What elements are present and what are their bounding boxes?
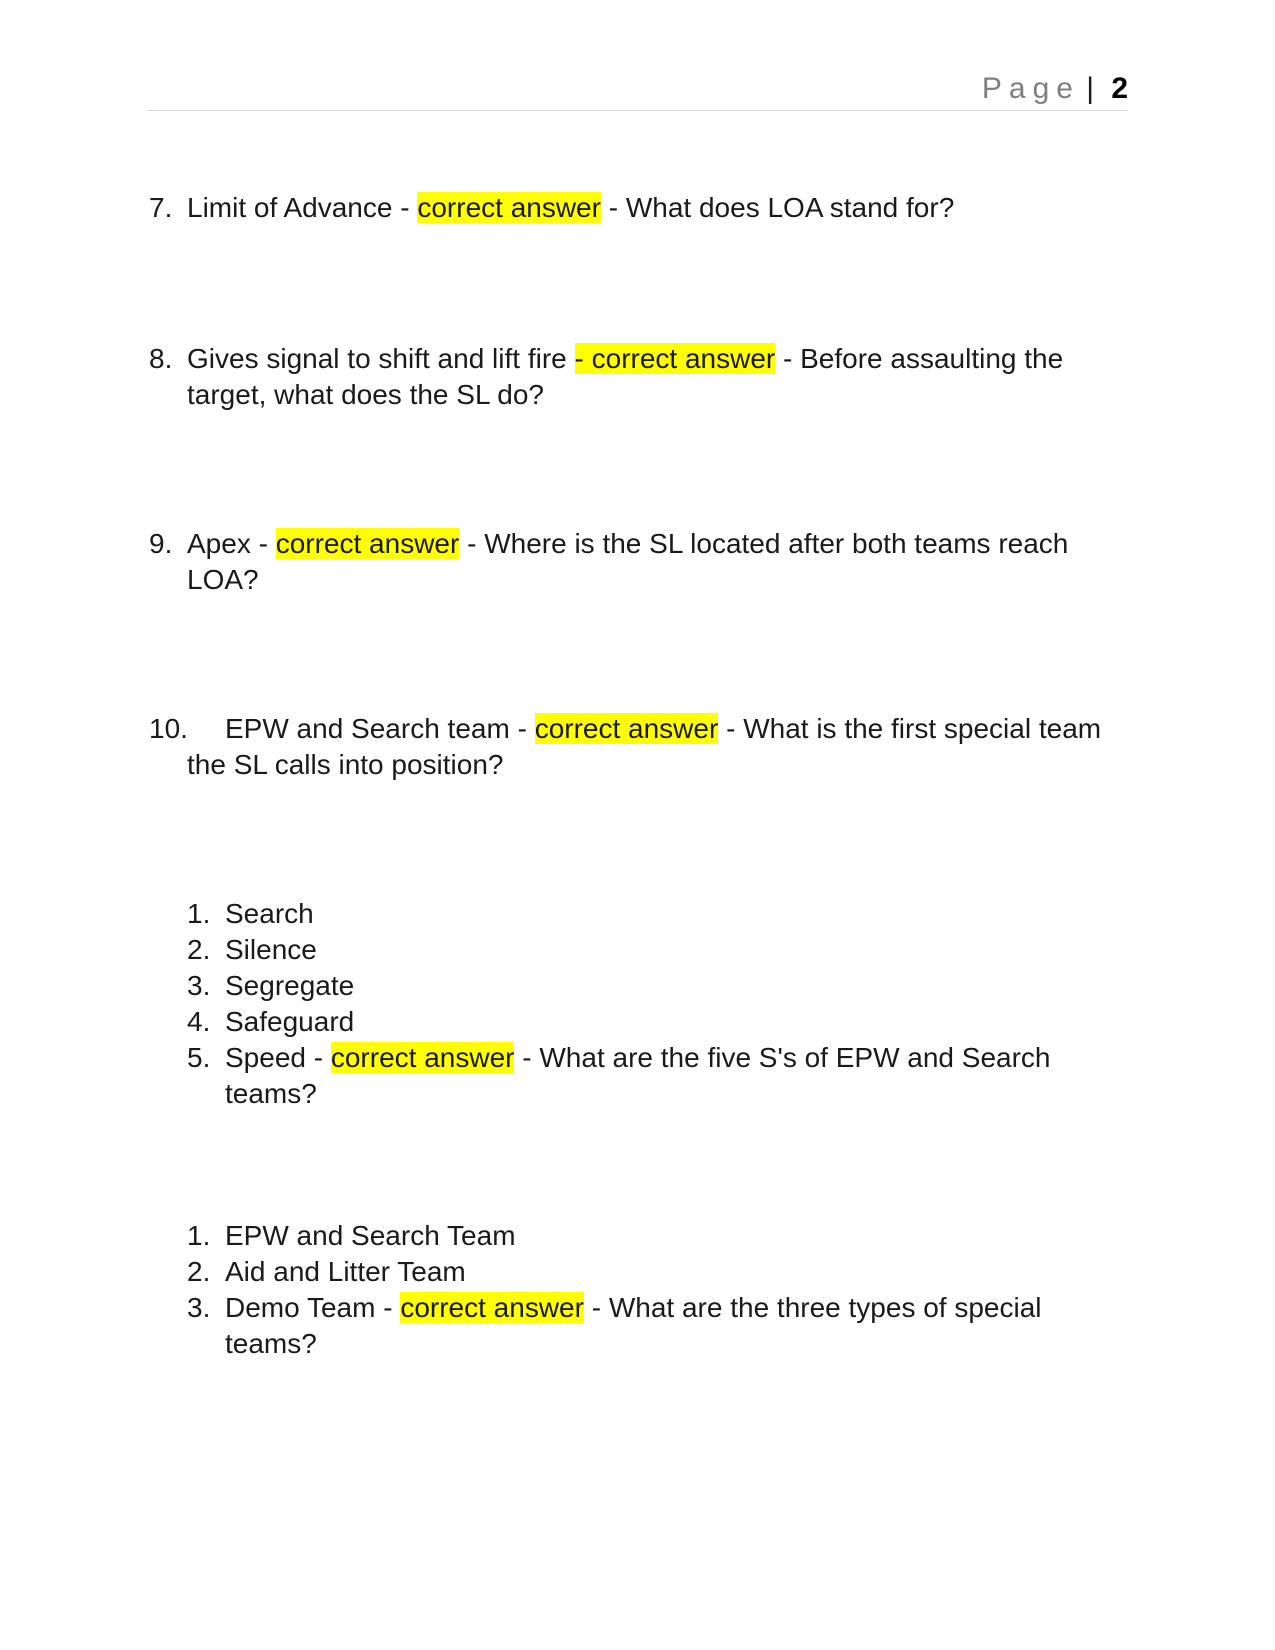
list-item xyxy=(187,968,1117,1004)
list-item xyxy=(187,1218,1117,1254)
question-item-8 xyxy=(149,341,1109,413)
question-text: - Before assaulting the target, what does the SL do? xyxy=(187,343,1064,410)
list-item xyxy=(187,1254,1117,1290)
item-text xyxy=(149,341,1109,413)
correct-answer-highlight: correct answer xyxy=(534,713,719,744)
item-text xyxy=(149,526,1109,598)
page-header xyxy=(147,70,1128,111)
list-item-text: Speed - xyxy=(225,1042,331,1073)
special-teams-list xyxy=(187,1218,1117,1362)
correct-answer-highlight: correct answer xyxy=(400,1292,584,1323)
page-label: Page xyxy=(981,72,1080,105)
question-item-9 xyxy=(149,526,1109,598)
question-item-7 xyxy=(149,190,1109,226)
correct-answer-highlight: correct answer xyxy=(417,192,601,223)
list-item-text: Silence xyxy=(225,934,317,965)
list-item-text: EPW and Search Team xyxy=(225,1220,516,1251)
list-item-text: Demo Team - xyxy=(225,1292,401,1323)
header-separator: | xyxy=(1086,72,1094,105)
question-text: - Where is the SL located after both teams reach LOA? xyxy=(187,528,1069,595)
question-item-10 xyxy=(149,711,1109,783)
list-item-text: Segregate xyxy=(225,970,355,1001)
item-text xyxy=(149,190,1109,226)
answer-text: Limit of Advance - xyxy=(187,192,418,223)
correct-answer-highlight: correct answer xyxy=(330,1042,515,1073)
answer-text: Apex - xyxy=(187,528,276,559)
list-item-text: Safeguard xyxy=(225,1006,355,1037)
item-number: 1. xyxy=(187,1220,211,1251)
question-text: - What does LOA stand for? xyxy=(600,192,955,223)
list-item xyxy=(187,1290,1117,1362)
question-text: - What is the first special team the SL calls into position? xyxy=(187,713,1102,780)
question-text: - What are the three types of special teams? xyxy=(225,1292,1042,1359)
list-item xyxy=(187,896,1117,932)
correct-answer-highlight: correct answer xyxy=(275,528,460,559)
list-item-text: Search xyxy=(225,898,314,929)
list-item-text: Aid and Litter Team xyxy=(225,1256,466,1287)
item-number: 2. xyxy=(187,934,211,965)
item-number: 3. xyxy=(187,970,211,1001)
list-item xyxy=(187,1004,1117,1040)
item-text xyxy=(149,711,1109,783)
answer-text: EPW and Search team - xyxy=(225,713,535,744)
item-number: 3. xyxy=(187,1292,211,1323)
list-item xyxy=(187,932,1117,968)
question-text: - What are the five S's of EPW and Search teams? xyxy=(225,1042,1051,1109)
item-number: 5. xyxy=(187,1042,211,1073)
item-number: 10. xyxy=(149,713,188,744)
answer-text: Gives signal to shift and lift fire xyxy=(187,343,575,374)
item-number: 7. xyxy=(149,192,173,223)
correct-answer-highlight: - correct answer xyxy=(574,343,776,374)
item-number: 4. xyxy=(187,1006,211,1037)
five-s-list xyxy=(187,896,1117,1112)
item-number: 8. xyxy=(149,343,173,374)
item-number: 2. xyxy=(187,1256,211,1287)
item-number: 1. xyxy=(187,898,211,929)
page-number: 2 xyxy=(1111,72,1128,105)
item-number: 9. xyxy=(149,528,173,559)
list-item xyxy=(187,1040,1117,1112)
